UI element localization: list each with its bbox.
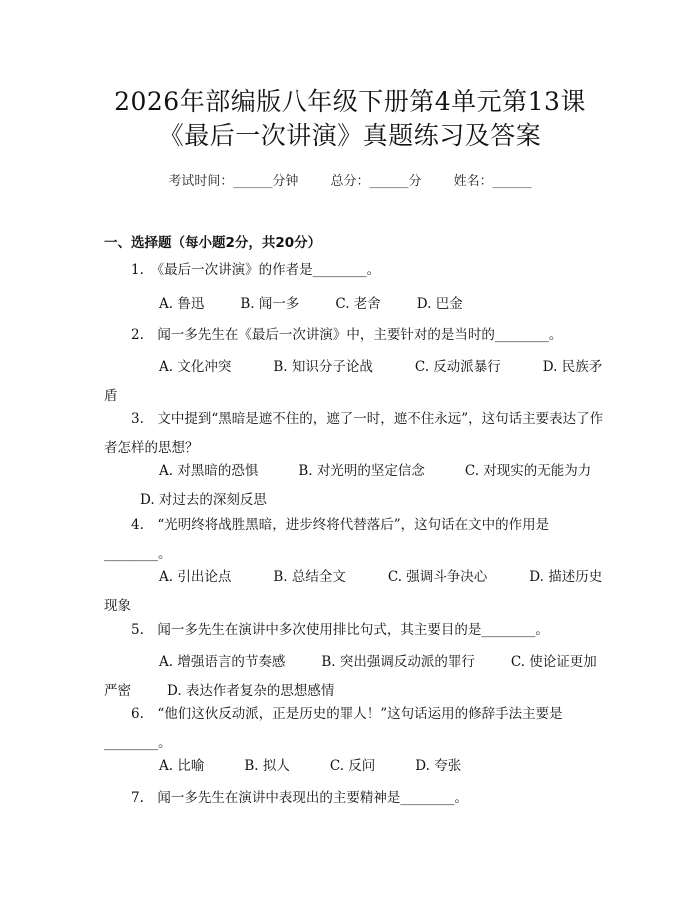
exam-time-field: 考试时间：______分钟 (168, 174, 299, 189)
option-b: B. 突出强调反动派的罪行 (321, 654, 475, 670)
question-1-options (104, 290, 604, 319)
option-d: D. 对过去的深刻反思 (140, 492, 267, 508)
question-1: 1. 《最后一次讲演》的作者是________。 (131, 262, 381, 278)
exam-meta (0, 170, 700, 189)
option-a: A. 对黑暗的恐惧 (159, 463, 259, 479)
option-c: C. 老舍 (335, 296, 381, 312)
option-d: D. 表达作者复杂的思想感情 (167, 683, 335, 699)
question-6: 6. “他们这伙反动派，正是历史的罪人！”这句话运用的修辞手法主要是________。 (104, 706, 563, 751)
title-line-2: 《最后一次讲演》真题练习及答案 (158, 121, 542, 150)
option-b: B. 总结全文 (273, 569, 346, 585)
option-c: C. 对现实的无能为力 (464, 463, 592, 479)
option-c: C. 反动派暴行 (414, 359, 501, 375)
option-a: A. 鲁迅 (159, 296, 205, 312)
option-d: D. 夸张 (415, 758, 462, 774)
option-d: D. 巴金 (416, 296, 463, 312)
question-4-options (104, 563, 604, 621)
section-heading: 一、选择题（每小题2分，共20分） (104, 235, 322, 251)
question-4: 4. “光明终将战胜黑暗，进步终将代替落后”，这句话在文中的作用是________。 (104, 517, 550, 562)
question-7: 7. 闻一多先生在演讲中表现出的主要精神是________。 (131, 790, 468, 806)
option-b: B. 闻一多 (240, 296, 300, 312)
option-a: A. 文化冲突 (159, 359, 232, 375)
option-a: A. 引出论点 (159, 569, 232, 585)
question-3-options (104, 457, 604, 515)
option-a: A. 增强语言的节奏感 (159, 654, 286, 670)
title-line-1: 2026年部编版八年级下册第4单元第13课 (114, 87, 586, 116)
question-3: 3. 文中提到“黑暗是遮不住的，遮了一时，遮不住永远”，这句话主要表达了作者怎样的思想？ (104, 411, 604, 456)
option-b: B. 对光明的坚定信念 (298, 463, 425, 479)
option-b: B. 知识分子论战 (273, 359, 373, 375)
option-d: D. 描述历史现象 (104, 569, 603, 614)
total-score-field: 总分：______分 (330, 174, 422, 189)
question-5: 5. 闻一多先生在演讲中多次使用排比句式，其主要目的是________。 (131, 622, 549, 638)
option-b: B. 拟人 (244, 758, 290, 774)
question-2-options (104, 353, 604, 411)
option-c: C. 反问 (329, 758, 376, 774)
question-2: 2. 闻一多先生在《最后一次讲演》中，主要针对的是当时的________。 (131, 327, 563, 343)
name-field: 姓名：______ (453, 174, 532, 189)
question-5-options (104, 648, 604, 706)
question-6-options (104, 752, 604, 781)
option-a: A. 比喻 (159, 758, 205, 774)
option-d: D. 民族矛盾 (104, 359, 603, 404)
option-c: C. 强调斗争决心 (387, 569, 488, 585)
option-c: C. 使论证更加严密 (104, 654, 597, 699)
